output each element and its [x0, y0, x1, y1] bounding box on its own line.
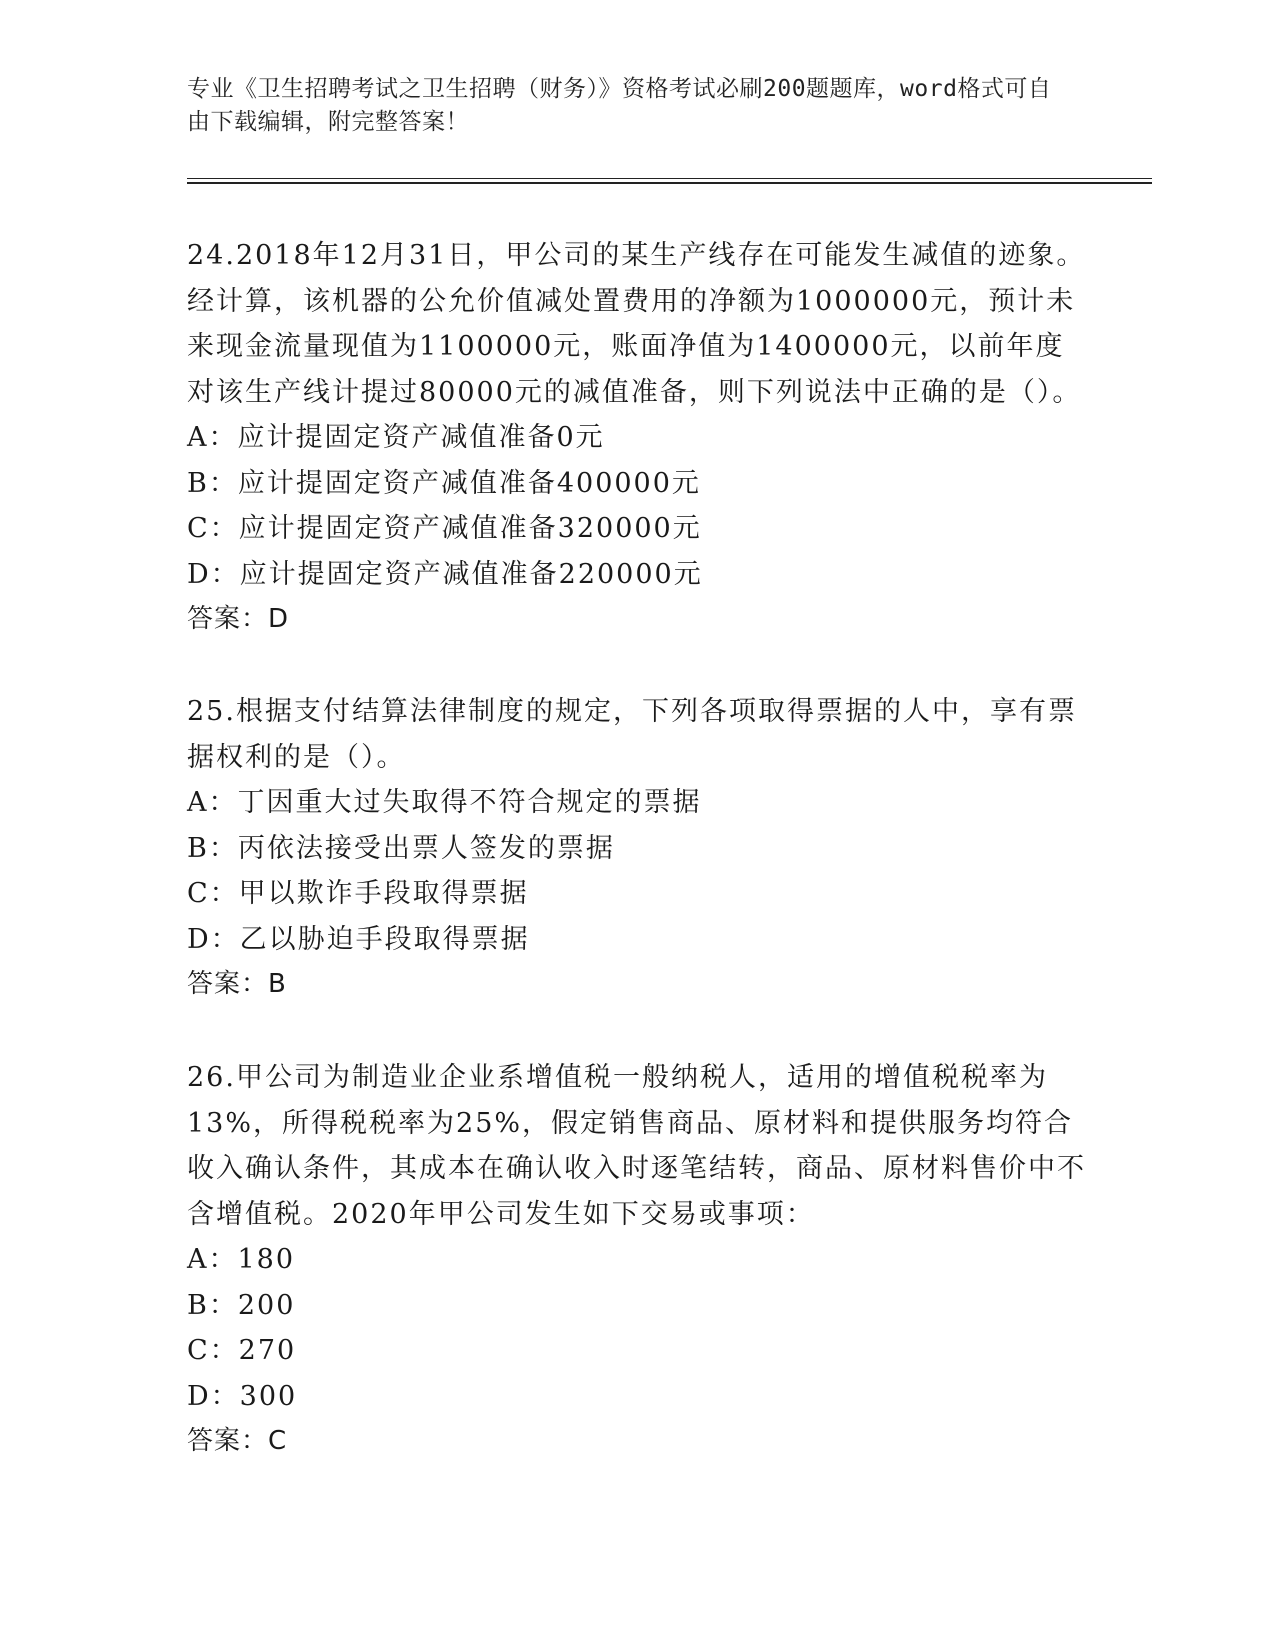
option-d: D：应计提固定资产减值准备220000元 [187, 558, 703, 590]
option-d: D：乙以胁迫手段取得票据 [187, 923, 530, 955]
header-divider-top [187, 178, 1152, 179]
option-c: C：应计提固定资产减值准备320000元 [187, 513, 702, 544]
option-b: B：丙依法接受出票人签发的票据 [187, 832, 615, 864]
question-stem: 25.根据支付结算法律制度的规定，下列各项取得票据的人中，享有票据权利的是（）。 [187, 696, 1077, 773]
document-header: 专业《卫生招聘考试之卫生招聘（财务）》资格考试必刷200题题库，word格式可自由下载编辑，附完整答案！ [187, 76, 1052, 135]
option-c: C：甲以欺诈手段取得票据 [187, 878, 529, 909]
question-24 [187, 233, 1087, 643]
option-c: C：270 [187, 1335, 297, 1366]
header-divider-bottom [187, 182, 1152, 184]
option-b: B：应计提固定资产减值准备400000元 [187, 467, 701, 499]
question-stem: 26.甲公司为制造业企业系增值税一般纳税人，适用的增值税税率为13%，所得税税率为25%，假定销售商品、原材料和提供服务均符合收入确认条件，其成本在确认收入时逐笔结转，商品、原材料售价中不含增值税。2020年甲公司发生如下交易或事项： [187, 1062, 1086, 1230]
option-b: B：200 [187, 1289, 296, 1321]
question-stem: 24.2018年12月31日，甲公司的某生产线存在可能发生减值的迹象。经计算，该机器的公允价值减处置费用的净额为1000000元，预计未来现金流量现值为1100000元，账面净值为1400000元，以前年度对该生产线计提过80000元的减值准备，则下列说法中正确的是（）。 [187, 240, 1086, 408]
option-a: A：180 [187, 1244, 296, 1275]
option-a: A：丁因重大过失取得不符合规定的票据 [187, 787, 702, 818]
answer: 答案：B [187, 969, 287, 999]
option-a: A：应计提固定资产减值准备0元 [187, 422, 605, 453]
option-d: D：300 [187, 1380, 298, 1412]
question-25 [187, 689, 1087, 1008]
answer: 答案：D [187, 604, 290, 634]
question-26 [187, 1055, 1087, 1465]
answer: 答案：C [187, 1426, 288, 1456]
